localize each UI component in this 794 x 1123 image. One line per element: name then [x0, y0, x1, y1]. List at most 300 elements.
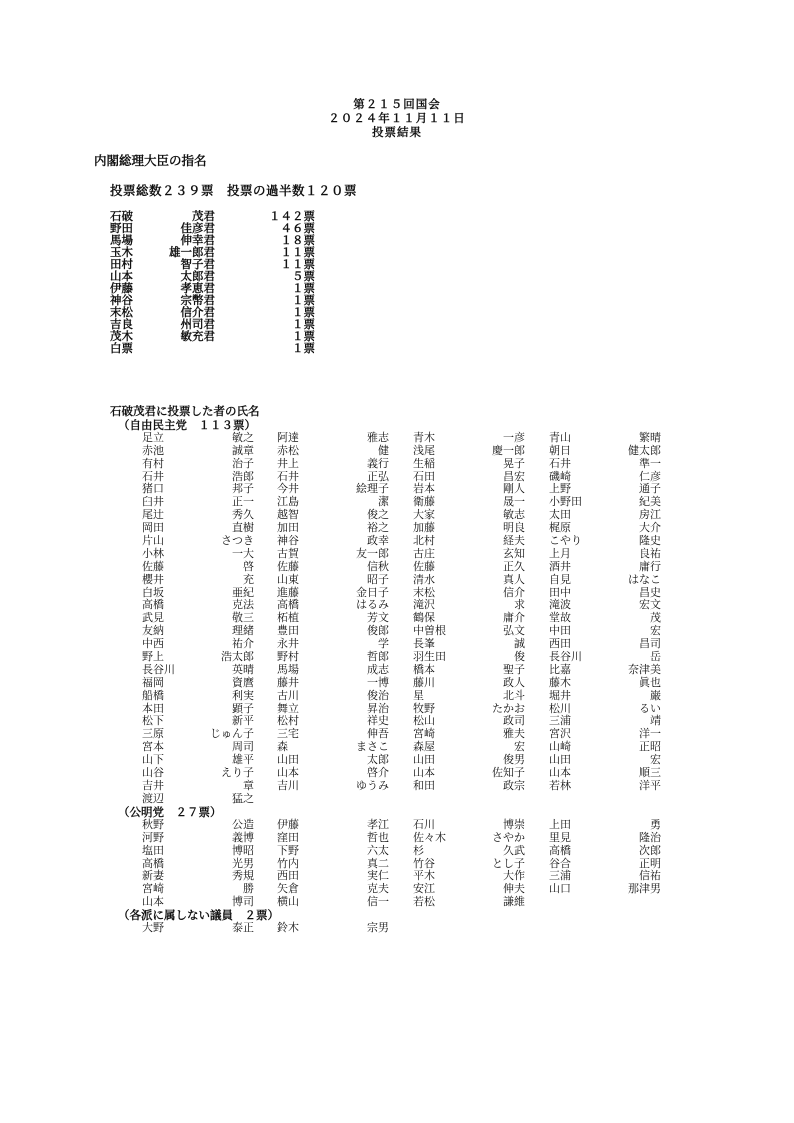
voter-name [549, 780, 661, 792]
voter-surname: 西田 [277, 869, 299, 883]
candidate-given-name: 太郎君 [180, 269, 215, 283]
voter-surname: 浅尾 [413, 443, 435, 457]
voter-surname: 生稲 [413, 456, 435, 470]
voter-given-name: 泰正 [232, 921, 254, 935]
voter-surname: 佐藤 [413, 559, 435, 573]
voter-surname: 長峯 [413, 637, 435, 651]
voter-surname: 宮本 [142, 740, 164, 754]
voter-name [413, 432, 525, 444]
voter-given-name: たかお [492, 701, 525, 715]
voter-given-name: 大作 [503, 869, 525, 883]
voter-surname: 三浦 [549, 869, 571, 883]
voter-name [413, 845, 525, 857]
voter-name [142, 432, 254, 444]
voter-name [549, 703, 661, 715]
voter-surname: 櫻井 [142, 572, 164, 586]
voter-given-name: 資麿 [232, 675, 254, 689]
voter-name [549, 612, 661, 624]
voter-given-name: 正弘 [367, 469, 389, 483]
voter-surname: 若林 [549, 778, 571, 792]
voter-name [277, 612, 389, 624]
voter-surname: 吉川 [277, 778, 299, 792]
voter-given-name: 昇治 [367, 701, 389, 715]
voter-given-name: 宏 [650, 624, 661, 638]
voter-given-name: 義博 [232, 830, 254, 844]
voter-given-name: 公造 [232, 817, 254, 831]
voter-surname: 松山 [413, 714, 435, 728]
voter-given-name: 明良 [503, 521, 525, 535]
voter-name [142, 819, 254, 831]
voter-name [413, 561, 525, 573]
voter-surname: 鈴木 [277, 921, 299, 935]
voter-surname: 石井 [549, 456, 571, 470]
voter-given-name: 猛之 [232, 791, 254, 805]
voter-given-name: 博昭 [232, 843, 254, 857]
voter-surname: 山本 [142, 895, 164, 909]
voter-given-name: 真二 [367, 856, 389, 870]
voter-given-name: 俊之 [367, 508, 389, 522]
voter-surname: 里見 [549, 830, 571, 844]
voter-surname: 西田 [549, 637, 571, 651]
voter-name [142, 471, 254, 483]
voter-given-name: 健太郎 [628, 443, 661, 457]
voter-name [142, 587, 254, 599]
voter-given-name: 裕之 [367, 521, 389, 535]
voter-given-name: 一大 [232, 546, 254, 560]
voter-row [142, 870, 672, 883]
voter-row [142, 728, 672, 741]
candidate-given-name: 信介君 [180, 305, 215, 319]
voter-name [413, 483, 525, 495]
voter-given-name: 隆史 [639, 534, 661, 548]
voter-row [142, 922, 672, 935]
voter-row [142, 612, 672, 625]
voter-surname: 青木 [413, 430, 435, 444]
voter-surname: 進藤 [277, 585, 299, 599]
voter-name [413, 638, 525, 650]
voter-given-name: 克法 [232, 598, 254, 612]
voter-given-name: 昌史 [639, 585, 661, 599]
voter-surname: 舞立 [277, 701, 299, 715]
voter-given-name: 雅志 [367, 430, 389, 444]
voter-surname: 横山 [277, 895, 299, 909]
vote-count: １票 [292, 317, 315, 331]
voter-given-name: 金日子 [356, 585, 389, 599]
session-title: 第２１５回国会 [353, 97, 441, 111]
voter-surname: 足立 [142, 430, 164, 444]
voter-name [549, 483, 661, 495]
voter-name [413, 715, 525, 727]
party-group-label: （公明党 ２７票） [118, 805, 222, 819]
voter-given-name: 博司 [232, 895, 254, 909]
voter-surname: 青山 [549, 430, 571, 444]
voter-name [549, 587, 661, 599]
voter-surname: 山崎 [549, 740, 571, 754]
voter-given-name: 秀規 [232, 869, 254, 883]
voter-name [277, 832, 389, 844]
voter-name [142, 522, 254, 534]
election-title: 内閣総理大臣の指名 [94, 153, 207, 168]
voter-name [549, 664, 661, 676]
voter-name [277, 548, 389, 560]
voter-given-name: じゅん子 [210, 727, 254, 741]
candidate-surname: 馬場 [110, 233, 133, 247]
voter-given-name: 治子 [232, 456, 254, 470]
voter-surname: 下野 [277, 843, 299, 857]
voter-surname: 竹谷 [413, 856, 435, 870]
voter-given-name: 章 [243, 778, 254, 792]
candidate-given-name: 智子君 [180, 257, 215, 271]
voters-heading: 石破茂君に投票した者の氏名 [110, 404, 260, 418]
voter-name [413, 651, 525, 663]
voter-name [277, 845, 389, 857]
voter-name [142, 458, 254, 470]
candidate-surname: 神谷 [110, 293, 133, 307]
voter-surname: 松下 [142, 714, 164, 728]
voter-surname: 尾辻 [142, 508, 164, 522]
voter-surname: 高橋 [142, 598, 164, 612]
voter-row [142, 548, 672, 561]
candidate-surname: 田村 [110, 257, 133, 271]
candidate-surname: 吉良 [110, 317, 133, 331]
voter-given-name: 敏之 [232, 430, 254, 444]
vote-count: ５票 [292, 269, 315, 283]
voter-given-name: 勝 [243, 882, 254, 896]
voter-given-name: 信秋 [367, 559, 389, 573]
voter-name [413, 625, 525, 637]
voter-given-name: 茂 [650, 611, 661, 625]
voter-name [413, 599, 525, 611]
voter-name [277, 922, 389, 934]
voter-surname: 赤池 [142, 443, 164, 457]
voter-name [142, 548, 254, 560]
candidate-given-name: 宗幣君 [180, 293, 215, 307]
voter-surname: 小野田 [549, 495, 582, 509]
voter-name [142, 677, 254, 689]
voter-surname: 杉 [413, 843, 424, 857]
voter-name [277, 471, 389, 483]
vote-tally-list [110, 210, 330, 354]
voter-name [413, 445, 525, 457]
voter-given-name: 光男 [232, 856, 254, 870]
voter-surname: 藤川 [413, 675, 435, 689]
voter-surname: 渡辺 [142, 791, 164, 805]
voter-given-name: 正昭 [639, 740, 661, 754]
voter-name [277, 858, 389, 870]
voter-surname: 本田 [142, 701, 164, 715]
voter-name [142, 483, 254, 495]
voter-surname: 羽生田 [413, 650, 446, 664]
candidate-surname: 石破 [110, 209, 133, 223]
voter-surname: 衛藤 [413, 495, 435, 509]
voter-given-name: 浩太郎 [221, 650, 254, 664]
voter-given-name: 義行 [367, 456, 389, 470]
voter-given-name: さつき [221, 534, 254, 548]
voter-surname: 酒井 [549, 559, 571, 573]
voter-name [277, 780, 389, 792]
voter-surname: 河野 [142, 830, 164, 844]
voter-name [549, 832, 661, 844]
voter-given-name: 敏志 [503, 508, 525, 522]
voter-surname: 山田 [277, 753, 299, 767]
voter-row [142, 832, 672, 845]
voter-given-name: 勇 [650, 817, 661, 831]
voter-row [142, 509, 672, 522]
voter-given-name: 次郎 [639, 843, 661, 857]
voter-given-name: 浩郎 [232, 469, 254, 483]
voter-surname: 伊藤 [277, 817, 299, 831]
vote-count: ４６票 [280, 221, 315, 235]
voter-row [142, 625, 672, 638]
voter-row [142, 651, 672, 664]
voter-name [549, 870, 661, 882]
voter-surname: 松村 [277, 714, 299, 728]
voter-given-name: 玄知 [503, 546, 525, 560]
voter-name [277, 638, 389, 650]
voter-row [142, 858, 672, 871]
voter-given-name: 昌宏 [503, 469, 525, 483]
voter-given-name: 利実 [232, 688, 254, 702]
voter-row [142, 780, 672, 793]
voter-name [142, 445, 254, 457]
voter-surname: 長谷川 [549, 650, 582, 664]
voter-row [142, 845, 672, 858]
voter-surname: 大家 [413, 508, 435, 522]
vote-date: ２０２４年１１月１１日 [328, 111, 466, 125]
voter-given-name: 健 [378, 443, 389, 457]
voter-given-name: 六太 [367, 843, 389, 857]
voter-surname: 鶴保 [413, 611, 435, 625]
voter-surname: こやり [549, 534, 582, 548]
voter-surname: 江島 [277, 495, 299, 509]
voter-given-name: 伸吾 [367, 727, 389, 741]
voter-name [142, 870, 254, 882]
voter-row [142, 883, 672, 896]
voter-name [277, 664, 389, 676]
voter-given-name: 啓 [243, 559, 254, 573]
voter-given-name: 新平 [232, 714, 254, 728]
voter-name [413, 690, 525, 702]
voter-surname: 谷合 [549, 856, 571, 870]
voter-given-name: 誠章 [232, 443, 254, 457]
voter-name [277, 728, 389, 740]
voter-surname: 石田 [413, 469, 435, 483]
voter-given-name: まさこ [356, 740, 389, 754]
voter-given-name: 政司 [503, 714, 525, 728]
voter-given-name: とし子 [492, 856, 525, 870]
voter-surname: 石川 [413, 817, 435, 831]
voter-row [142, 574, 672, 587]
voter-name [142, 845, 254, 857]
voter-row [142, 741, 672, 754]
voter-given-name: 剛人 [503, 482, 525, 496]
voter-surname: 山本 [549, 766, 571, 780]
vote-count: １１票 [280, 245, 315, 259]
vote-count: １４２票 [269, 209, 315, 223]
voter-surname: 三原 [142, 727, 164, 741]
voter-surname: 竹内 [277, 856, 299, 870]
voter-given-name: 宗男 [367, 921, 389, 935]
voter-surname: 梶原 [549, 521, 571, 535]
voter-given-name: 仁彦 [639, 469, 661, 483]
voter-surname: 平木 [413, 869, 435, 883]
voter-given-name: 秀久 [232, 508, 254, 522]
voter-given-name: 信介 [503, 585, 525, 599]
voter-name [142, 922, 254, 934]
voter-given-name: 潔 [378, 495, 389, 509]
voter-name [549, 754, 661, 766]
voter-given-name: 昌司 [639, 637, 661, 651]
voter-surname: 橋本 [413, 662, 435, 676]
voter-surname: 武見 [142, 611, 164, 625]
voter-name [142, 858, 254, 870]
voter-surname: 藤井 [277, 675, 299, 689]
voter-name-grid [142, 432, 672, 806]
voter-name [277, 522, 389, 534]
voter-name [142, 896, 254, 908]
candidate-given-name: 佳彦君 [180, 221, 215, 235]
voter-given-name: はるみ [356, 598, 389, 612]
voter-surname: 山谷 [142, 766, 164, 780]
voter-name [277, 651, 389, 663]
voter-given-name: 庸介 [503, 611, 525, 625]
voter-surname: 白坂 [142, 585, 164, 599]
voter-given-name: 敬三 [232, 611, 254, 625]
voter-given-name: 充 [243, 572, 254, 586]
voter-surname: 宮崎 [413, 727, 435, 741]
voter-name [277, 883, 389, 895]
voter-given-name: 聖子 [503, 662, 525, 676]
voter-surname: 中曽根 [413, 624, 446, 638]
voter-surname: 古川 [277, 688, 299, 702]
voter-surname: 山口 [549, 882, 571, 896]
voter-surname: 馬場 [277, 662, 299, 676]
voter-given-name: 正明 [639, 856, 661, 870]
voter-name [413, 587, 525, 599]
vote-count: １票 [292, 281, 315, 295]
voter-surname: 加藤 [413, 521, 435, 535]
voter-given-name: えり子 [221, 766, 254, 780]
voter-given-name: 通子 [639, 482, 661, 496]
voter-given-name: はなこ [628, 572, 661, 586]
voter-given-name: 孝江 [367, 817, 389, 831]
voter-name [549, 883, 661, 895]
voter-given-name: 晃子 [503, 456, 525, 470]
voter-name [549, 858, 661, 870]
voter-name [277, 509, 389, 521]
voter-given-name: 一彦 [503, 430, 525, 444]
candidate-surname: 伊藤 [110, 281, 133, 295]
voter-surname: 滝沢 [413, 598, 435, 612]
voter-surname: 加田 [277, 521, 299, 535]
candidate-given-name: 茂君 [192, 209, 215, 223]
voter-name [277, 445, 389, 457]
voter-given-name: 理緒 [232, 624, 254, 638]
voter-surname: 森屋 [413, 740, 435, 754]
candidate-given-name: 伸幸君 [180, 233, 215, 247]
voter-surname: 山田 [413, 753, 435, 767]
voter-row [142, 587, 672, 600]
voter-name [277, 767, 389, 779]
voter-name [413, 535, 525, 547]
voter-name [549, 535, 661, 547]
voter-given-name: 直樹 [232, 521, 254, 535]
voter-surname: 高橋 [142, 856, 164, 870]
voter-surname: 山田 [549, 753, 571, 767]
voter-name [142, 832, 254, 844]
voter-surname: 上月 [549, 546, 571, 560]
voter-name [142, 690, 254, 702]
candidate-name [110, 342, 215, 354]
voter-name [549, 741, 661, 753]
voter-name [142, 703, 254, 715]
voter-given-name: 邦子 [232, 482, 254, 496]
voter-given-name: 政人 [503, 675, 525, 689]
candidate-given-name: 州司君 [180, 317, 215, 331]
voter-given-name: 政幸 [367, 534, 389, 548]
candidate-surname: 玉木 [110, 245, 133, 259]
party-group-label: （各派に属しない議員 ２票） [118, 908, 279, 923]
voter-surname: 堂故 [549, 611, 571, 625]
voter-given-name: 洋平 [639, 778, 661, 792]
voter-given-name: 紀美 [639, 495, 661, 509]
voter-name [142, 509, 254, 521]
voter-given-name: 那津男 [628, 882, 661, 896]
voter-surname: 大野 [142, 921, 164, 935]
voter-name [413, 548, 525, 560]
vote-count: １票 [292, 293, 315, 307]
voter-name [277, 677, 389, 689]
voter-given-name: さやか [492, 830, 525, 844]
voter-surname: 山本 [413, 766, 435, 780]
voter-surname: 松川 [549, 701, 571, 715]
voter-name [413, 677, 525, 689]
voter-name [277, 496, 389, 508]
voter-name [277, 483, 389, 495]
voter-row [142, 458, 672, 471]
voter-name [413, 664, 525, 676]
voter-row [142, 599, 672, 612]
voter-given-name: 祐介 [232, 637, 254, 651]
voter-given-name: 成志 [367, 662, 389, 676]
voter-name [277, 599, 389, 611]
voter-name [413, 496, 525, 508]
candidate-given-name: 敏充君 [180, 329, 215, 343]
voter-surname: 和田 [413, 778, 435, 792]
voter-given-name: 洋一 [639, 727, 661, 741]
voter-name [142, 535, 254, 547]
voter-surname: 高橋 [277, 598, 299, 612]
voter-given-name: 真人 [503, 572, 525, 586]
voter-row [142, 535, 672, 548]
candidate-surname: 山本 [110, 269, 133, 283]
voter-given-name: 経夫 [503, 534, 525, 548]
candidate-surname: 白票 [110, 341, 133, 355]
voter-name [142, 625, 254, 637]
voter-name [142, 728, 254, 740]
voter-given-name: 俊治 [367, 688, 389, 702]
voter-surname: 永井 [277, 637, 299, 651]
voter-name [413, 858, 525, 870]
voter-surname: 末松 [413, 585, 435, 599]
voter-surname: 福岡 [142, 675, 164, 689]
voter-name [549, 471, 661, 483]
voter-surname: 堀井 [549, 688, 571, 702]
voter-row [142, 690, 672, 703]
vote-count: １１票 [280, 257, 315, 271]
voter-surname: 自見 [549, 572, 571, 586]
voter-surname: 野上 [142, 650, 164, 664]
